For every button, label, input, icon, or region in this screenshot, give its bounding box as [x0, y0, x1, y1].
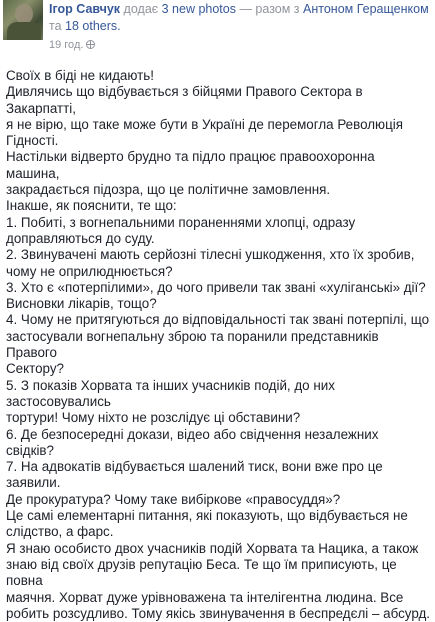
- photos-link[interactable]: 3 new photos: [161, 2, 236, 16]
- post-text-line: Я знаю особисто двох учасників подій Хорвата та Нацика, а також: [6, 540, 419, 556]
- post-text-line: 1. Побиті, з вогнепальними пораненнями хлопці, одразу: [6, 214, 356, 230]
- post-text-line: 4. Чому не притягуються до відповідальності так звані потерпілі, що: [6, 312, 430, 328]
- post-text-line: Інакше, як пояснити, те що:: [6, 198, 177, 214]
- action-text: додає: [120, 2, 162, 16]
- timestamp-link[interactable]: 19 год.: [49, 39, 84, 51]
- post-text-line: Висновки лікарів, тощо?: [6, 296, 157, 312]
- author-name-link[interactable]: Ігор Савчук: [49, 2, 121, 16]
- post-text-line: закрадається підозра, що це політичне замовлення.: [6, 182, 331, 198]
- with-text: — разом з: [235, 2, 304, 16]
- author-avatar[interactable]: [3, 0, 43, 40]
- post-text-line: я не вірю, що таке може бути в Україні де перемогла Революція: [6, 116, 403, 132]
- post-text-line: робить розсудливо. Тому якісь звинувачення в беспредєлі – абсурд.: [6, 605, 431, 621]
- tagged-person-link[interactable]: Антоном Геращенком: [303, 2, 429, 16]
- globe-icon[interactable]: [86, 40, 95, 49]
- post-text-line: застосували вогнепальну зброю та поранили представників Правого: [6, 328, 379, 361]
- post-text-line: 7. На адвокатів відбувається шалений тиск, вони вже про це заявили.: [6, 459, 383, 491]
- post-text-line: Це самі елементарні питання, які показують, що відбувається не: [6, 508, 408, 524]
- avatar-face-shape: [15, 4, 33, 24]
- post-text-line: Сектору?: [6, 361, 64, 377]
- post-text-line: 5. З показів Хорвата та інших учасників подій, до них застосовувались: [6, 377, 335, 409]
- and-text: та: [49, 19, 66, 33]
- post-text-line: доправляються до суду.: [6, 230, 155, 246]
- post-text-line: 6. Де безпосередні докази, відео або свідчення незалежних свідків?: [6, 426, 379, 458]
- post-text-line: Своїх в біді не кидають!: [6, 68, 154, 83]
- post-text-line: знаю від своїх друзів репутацію Беса. Те що їм приписують, це повна: [6, 556, 397, 589]
- post-text-line: 3. Хто є «потерпілими», до чого привели так звані «хуліганські» дії?: [6, 279, 426, 295]
- post-text-line: маячня. Хорват дуже урівноважена та інтелігентна людина. Все: [6, 589, 404, 605]
- avatar-body-shape: [7, 22, 41, 40]
- post-text-line: Де прокуратура? Чому таке вибіркове «правосуддя»?: [6, 491, 341, 507]
- post-meta: [49, 38, 95, 52]
- post-text-line: Гідності.: [6, 133, 59, 149]
- post-text-line: чому не оприлюднюється?: [6, 263, 173, 279]
- post-text-line: 2. Звинувачені мають серйозні тілесні ушкодження, хто їх зробив,: [6, 247, 415, 263]
- post-text-line: Дивлячись що відбувається з бійцями Правого Сектора в Закарпатті,: [6, 84, 363, 116]
- others-link[interactable]: 18 others.: [65, 19, 121, 33]
- post-text-line: слідство, а фарс.: [6, 524, 114, 540]
- post-body: [6, 68, 430, 622]
- post-text-line: тортури! Чому ніхто не розслідує ці обставини?: [6, 410, 301, 426]
- post-text-line: Настільки відверто брудно та підло працює правоохоронна машина,: [6, 149, 375, 181]
- post-header: [49, 1, 429, 35]
